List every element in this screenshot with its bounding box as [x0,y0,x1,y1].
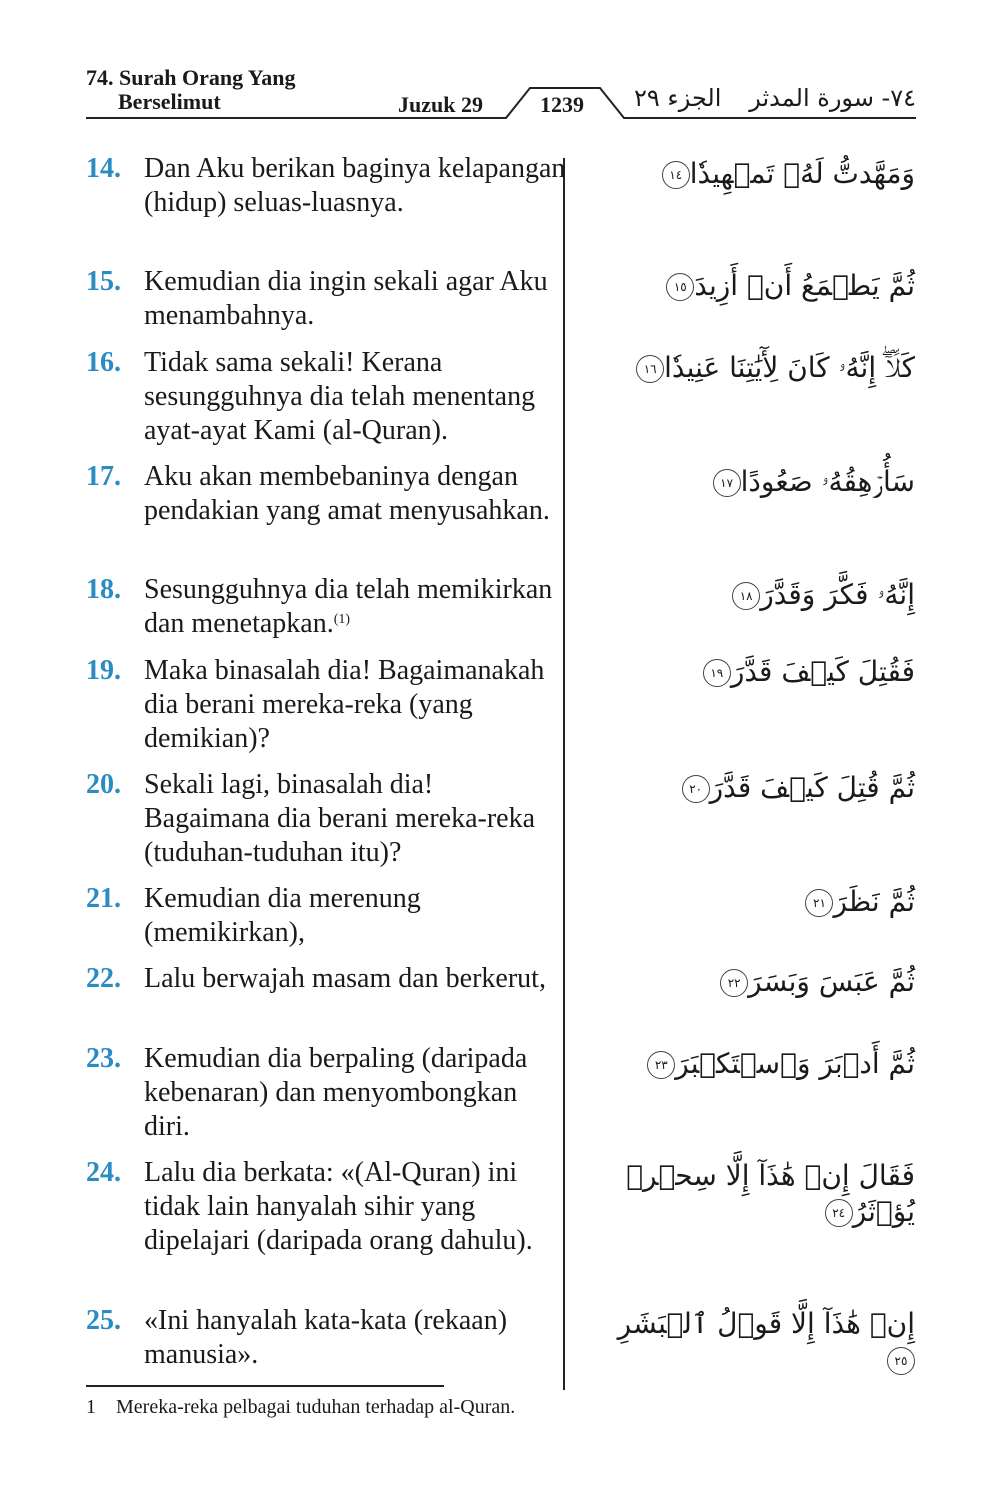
verse-number: 21. [86,883,121,914]
ayah-end-mark-icon: ٢٥ [887,1347,915,1375]
verse-23 [86,1042,566,1144]
ayah-end-mark-icon: ١٤ [662,161,690,189]
ayah-end-mark-icon: ١٨ [732,582,760,610]
ayah-end-mark-icon: ٢١ [805,889,833,917]
footnote-text: Mereka-reka pelbagai tuduhan terhadap al-Quran. [116,1396,516,1418]
arabic-verse-22: ثُمَّ عَبَسَ وَبَسَرَ٢٢ [585,964,915,1000]
verse-number: 18. [86,574,121,605]
verse-translation: Maka binasalah dia! Bagaimanakah dia berani mereka-reka (yang demikian)? [144,655,545,754]
arabic-verse-23: ثُمَّ أَدۡبَرَ وَٱسۡتَكۡبَرَ٢٣ [585,1046,915,1082]
verse-number: 19. [86,655,121,686]
arabic-verse-17: سَأُرۡهِقُهُۥ صَعُودًا١٧ [585,464,915,500]
verse-19 [86,654,566,756]
arabic-verse-14: وَمَهَّدتُّ لَهُۥ تَمۡهِيدٗا١٤ [585,156,915,192]
footnote-number: 1 [86,1396,96,1418]
verse-18 [86,573,566,641]
verse-number: 25. [86,1305,121,1336]
verse-number: 22. [86,963,121,994]
surah-title-latin: 74. Surah Orang Yang Berselimut [86,65,296,114]
footnote [86,1396,515,1419]
ayah-end-mark-icon: ٢٤ [825,1199,853,1227]
verse-22 [86,962,566,996]
verse-21 [86,882,566,950]
juz-label-arabic: الجزء ٢٩ [634,84,722,112]
verse-17 [86,460,566,528]
ayah-end-mark-icon: ١٦ [636,355,664,383]
footnote-marker: (1) [333,612,351,627]
ayah-end-mark-icon: ٢٣ [647,1051,675,1079]
juzuk-label: Juzuk 29 [398,92,483,117]
arabic-verse-16: كَلَّآۖ إِنَّهُۥ كَانَ لِأٓيَٰتِنَا عَنِيدٗا١٦ [585,350,915,386]
verse-translation: Tidak sama sekali! Kerana sesungguhnya dia telah menentang ayat-ayat Kami (al-Quran). [144,347,536,446]
verse-number: 16. [86,347,121,378]
page-number: 1239 [540,92,584,117]
ayah-end-mark-icon: ١٧ [713,469,741,497]
verse-number: 23. [86,1043,121,1074]
verse-translation: Kemudian dia berpaling (daripada kebenaran) dan menyombongkan diri. [144,1043,528,1142]
verse-translation: Sekali lagi, binasalah dia! Bagaimana dia berani mereka-reka (tuduhan-tuduhan itu)? [144,769,536,868]
verse-translation: Kemudian dia merenung (memikirkan), [144,883,421,948]
surah-title-arabic: ٧٤- سورة المدثر [749,84,916,112]
verse-25 [86,1304,566,1372]
footnote-divider [86,1385,444,1387]
verse-translation: Aku akan membebaninya dengan pendakian yang amat menyusahkan. [144,461,550,526]
ayah-end-mark-icon: ١٩ [703,659,731,687]
arabic-verse-15: ثُمَّ يَطۡمَعُ أَنۡ أَزِيدَ١٥ [585,268,915,304]
arabic-verse-25: إِنۡ هَٰذَآ إِلَّا قَوۡلُ ٱلۡبَشَرِ٢٥ [585,1306,915,1378]
verse-number: 17. [86,461,121,492]
verse-translation: Lalu berwajah masam dan berkerut, [144,963,546,994]
verse-15 [86,265,566,333]
arabic-verse-20: ثُمَّ قُتِلَ كَيۡفَ قَدَّرَ٢٠ [585,770,915,806]
verse-14 [86,152,566,220]
ayah-end-mark-icon: ١٥ [666,273,694,301]
verse-translation: Lalu dia berkata: «(Al-Quran) ini tidak lain hanyalah sihir yang dipelajari (daripada orang dahulu). [144,1157,533,1256]
verse-translation: Sesungguhnya dia telah memikirkan dan menetapkan.$^{(1)}$ [144,574,553,639]
verse-16 [86,346,566,448]
verse-translation: «Ini hanyalah kata-kata (rekaan) manusia». [144,1305,508,1370]
arabic-verse-19: فَقُتِلَ كَيۡفَ قَدَّرَ١٩ [585,654,915,690]
verse-number: 20. [86,769,121,800]
verse-translation: Dan Aku berikan baginya kelapangan (hidup) seluas-luasnya. [144,153,566,218]
verse-number: 14. [86,153,121,184]
verse-24 [86,1156,566,1258]
ayah-end-mark-icon: ٢٢ [720,969,748,997]
verse-translation: Kemudian dia ingin sekali agar Aku menambahnya. [144,266,548,331]
ayah-end-mark-icon: ٢٠ [682,775,710,803]
verse-20 [86,768,566,870]
arabic-verse-18: إِنَّهُۥ فَكَّرَ وَقَدَّرَ١٨ [585,577,915,613]
arabic-verse-21: ثُمَّ نَظَرَ٢١ [585,884,915,920]
arabic-verse-24: فَقَالَ إِنۡ هَٰذَآ إِلَّا سِحۡرٞ يُؤۡثَرُ٢٤ [626,1159,915,1228]
verse-number: 15. [86,266,121,297]
page-header [86,62,916,120]
verse-number: 24. [86,1157,121,1188]
